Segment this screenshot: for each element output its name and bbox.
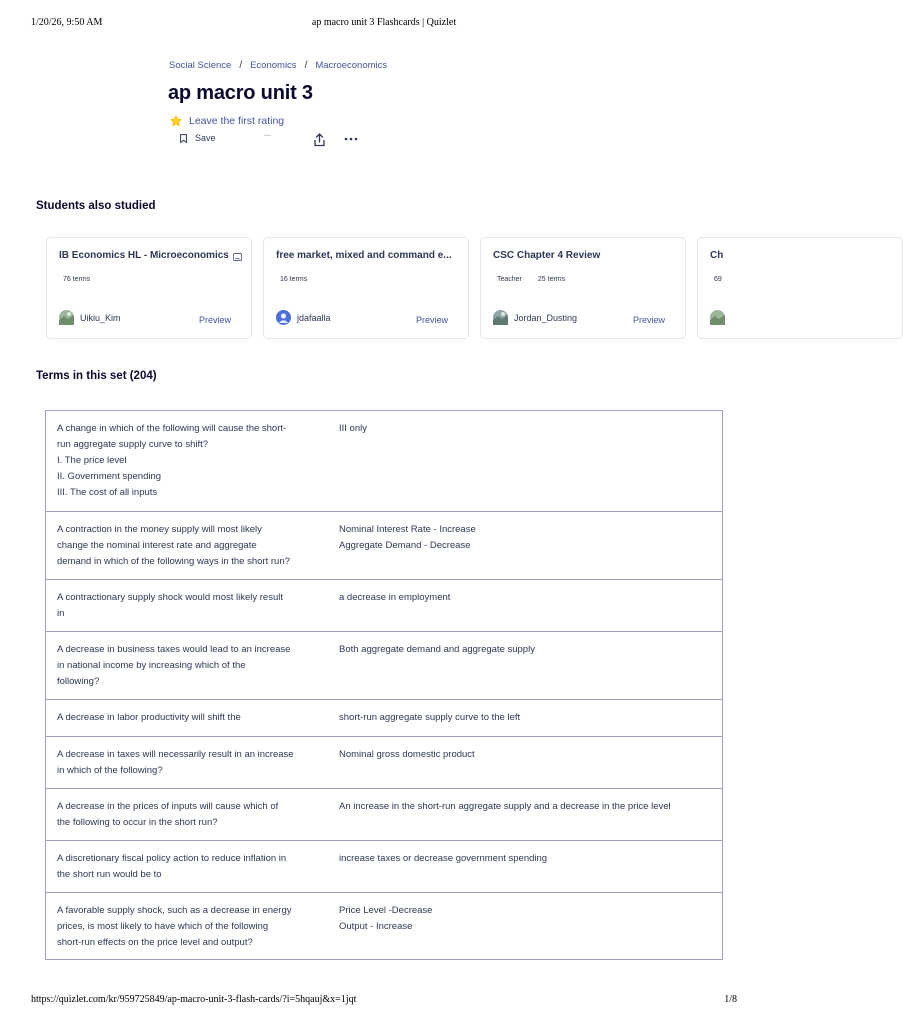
students-also-studied-carousel (46, 237, 724, 339)
term-line: A contraction in the money supply will most likely (57, 524, 262, 535)
term-line: the following to occur in the short run? (57, 817, 218, 828)
term-line: in national income by increasing which of the (57, 660, 246, 671)
term-line: run aggregate supply curve to shift? (57, 439, 209, 450)
rating-link-label: Leave the first rating (189, 115, 285, 127)
term-text (57, 421, 325, 501)
definition-line: Nominal gross domestic product (339, 749, 475, 760)
breadcrumb-separator: / (304, 60, 308, 71)
more-options-icon[interactable] (344, 134, 358, 144)
card-user[interactable] (493, 310, 577, 325)
term-row (46, 631, 722, 699)
teacher-badge: Teacher (497, 276, 522, 283)
term-row (46, 736, 722, 788)
preview-button[interactable]: Preview (415, 315, 448, 325)
card-title: IB Economics HL - Microeconomics (59, 250, 229, 261)
card-username: Uikiu_Kim (80, 312, 121, 323)
term-line: A decrease in business taxes would lead to an increase (57, 644, 291, 655)
term-line: II. Government spending (57, 471, 162, 482)
print-page-number: 1/8 (724, 994, 737, 1005)
term-text (57, 903, 325, 951)
card-term-count: 76 terms (63, 276, 91, 283)
term-row (46, 840, 722, 892)
term-line: the short run would be to (57, 869, 162, 880)
card-term-count: 16 terms (280, 276, 308, 283)
share-icon[interactable] (313, 133, 326, 147)
avatar (276, 310, 291, 325)
breadcrumb (169, 60, 387, 71)
study-set-card[interactable] (46, 237, 252, 339)
definition-line: Aggregate Demand - Decrease (339, 540, 471, 551)
term-text (57, 590, 325, 622)
card-term-count: 69 (714, 276, 722, 283)
term-line: short-run effects on the price level and output? (57, 937, 253, 948)
study-set-card[interactable] (480, 237, 686, 339)
definition-text (339, 710, 719, 726)
term-row (46, 788, 722, 840)
card-user[interactable] (59, 310, 121, 325)
card-meta (63, 276, 90, 283)
term-row (46, 892, 722, 959)
card-meta (714, 276, 722, 283)
definition-line: a decrease in employment (339, 592, 451, 603)
definition-line: III only (339, 423, 367, 434)
card-meta (497, 276, 565, 283)
definition-text (339, 903, 719, 935)
definition-line: increase taxes or decrease government spending (339, 853, 548, 864)
avatar (710, 310, 725, 325)
term-text (57, 851, 325, 883)
terms-table (45, 410, 723, 960)
card-title: CSC Chapter 4 Review (493, 250, 601, 261)
breadcrumb-social-science[interactable]: Social Science (169, 60, 232, 71)
term-line: I. The price level (57, 455, 127, 466)
term-line: prices, is most likely to have which of the following (57, 921, 269, 932)
definition-text (339, 851, 719, 867)
term-line: demand in which of the following ways in the short run? (57, 556, 290, 567)
term-line: following? (57, 676, 100, 687)
save-button-label: Save (195, 133, 216, 143)
term-text (57, 642, 325, 690)
term-line: III. The cost of all inputs (57, 487, 158, 498)
term-text (57, 799, 325, 831)
term-line: A discretionary fiscal policy action to reduce inflation in (57, 853, 287, 864)
definition-line: Both aggregate demand and aggregate supply (339, 644, 535, 655)
lock-icon (233, 253, 242, 261)
definition-text (339, 799, 719, 815)
print-header (0, 17, 768, 31)
card-username: Jordan_Dusting (514, 312, 578, 323)
bookmark-icon (180, 134, 187, 143)
definition-text (339, 747, 719, 763)
term-text (57, 710, 325, 726)
term-line: change the nominal interest rate and aggregate (57, 540, 257, 551)
term-line: A decrease in the prices of inputs will cause which of (57, 801, 279, 812)
term-row (46, 511, 722, 579)
study-set-card[interactable] (697, 237, 903, 339)
definition-line: Output - Increase (339, 921, 413, 932)
students-also-studied-heading: Students also studied (36, 200, 156, 212)
term-text (57, 747, 325, 779)
term-line: A change in which of the following will cause the short- (57, 423, 287, 434)
definition-line: short-run aggregate supply curve to the left (339, 712, 521, 723)
preview-button[interactable]: Preview (632, 315, 665, 325)
term-line: in (57, 608, 65, 619)
print-page-title: ap macro unit 3 Flashcards | Quizlet (311, 17, 457, 28)
breadcrumb-macroeconomics[interactable]: Macroeconomics (315, 60, 388, 71)
term-row (46, 579, 722, 631)
term-line: A contractionary supply shock would most likely result (57, 592, 283, 603)
study-set-card[interactable] (263, 237, 469, 339)
term-line: A decrease in labor productivity will shift the (57, 712, 241, 723)
breadcrumb-separator: / (239, 60, 243, 71)
definition-text (339, 590, 719, 606)
terms-heading: Terms in this set (204) (36, 370, 157, 382)
definition-text (339, 421, 719, 437)
card-title: Ch (710, 250, 724, 261)
term-line: in which of the following? (57, 765, 163, 776)
rating-link[interactable] (169, 114, 284, 128)
card-username: jdafaalla (297, 312, 331, 323)
set-actions (180, 133, 380, 149)
definition-text (339, 642, 719, 658)
term-text (57, 522, 325, 570)
card-title: free market, mixed and command e... (276, 250, 452, 261)
card-user[interactable] (276, 310, 331, 325)
breadcrumb-economics[interactable]: Economics (250, 60, 297, 71)
avatar (59, 310, 74, 325)
definition-line: Price Level -Decrease (339, 905, 433, 916)
term-row (46, 699, 722, 736)
print-footer (0, 994, 768, 1008)
card-meta (280, 276, 307, 283)
print-url: https://quizlet.com/kr/959725849/ap-macro-unit-3-flash-cards/?i=5hqauj&x=1jqt (31, 994, 357, 1005)
definition-text (339, 522, 719, 554)
definition-line: Nominal Interest Rate - Increase (339, 524, 476, 535)
preview-button[interactable]: Preview (198, 315, 231, 325)
star-icon (169, 114, 183, 128)
divider (264, 135, 271, 136)
definition-line: An increase in the short-run aggregate supply and a decrease in the price level (339, 801, 671, 812)
save-button[interactable] (180, 133, 216, 143)
card-user[interactable] (710, 310, 731, 325)
page-title: ap macro unit 3 (168, 82, 313, 104)
avatar (493, 310, 508, 325)
card-term-count: 25 terms (537, 276, 566, 283)
term-line: A decrease in taxes will necessarily result in an increase (57, 749, 294, 760)
print-datetime: 1/20/26, 9:50 AM (31, 17, 103, 28)
term-row (46, 411, 722, 511)
term-line: A favorable supply shock, such as a decrease in energy (57, 905, 292, 916)
